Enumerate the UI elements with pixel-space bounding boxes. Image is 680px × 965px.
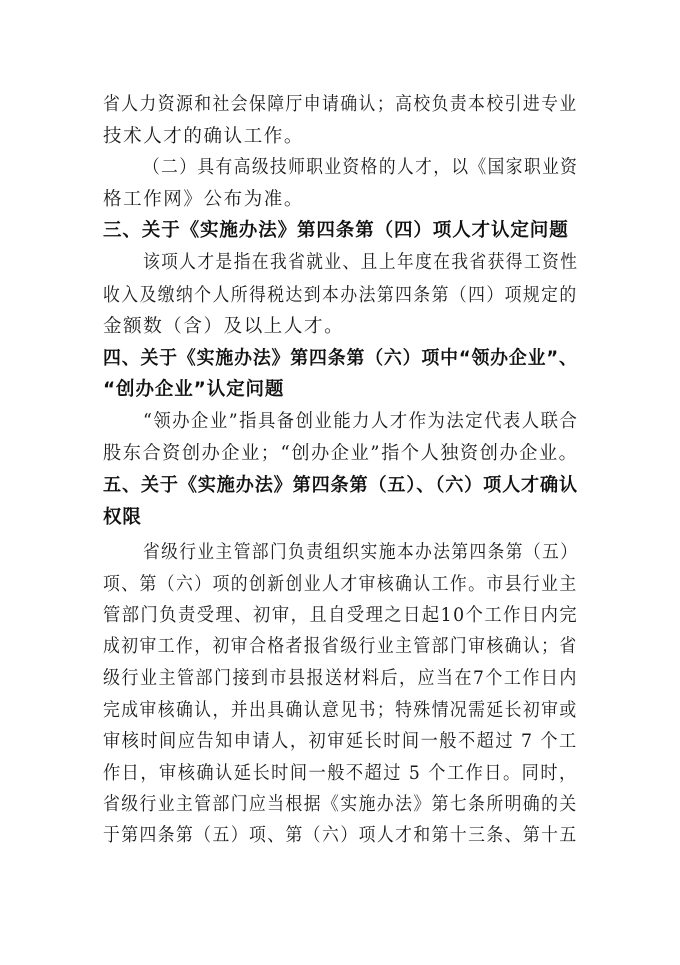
paragraph-line: 级行业主管部门接到市县报送材料后，应当在7个工作日内 xyxy=(103,668,578,689)
paragraph-line: 省人力资源和社会保障厅申请确认；高校负责本校引进专业 xyxy=(103,94,578,115)
paragraph-line: 省级行业主管部门负责组织实施本办法第四条第（五） xyxy=(143,542,579,563)
paragraph-line: “领办企业”指具备创业能力人才作为法定代表人联合 xyxy=(143,411,579,432)
paragraph-line: 管部门负责受理、初审，且自受理之日起10个工作日内完 xyxy=(103,605,579,626)
paragraph-line: 于第四条第（五）项、第（六）项人才和第十三条、第十五 xyxy=(103,825,578,846)
paragraph-line: 收入及缴纳个人所得税达到本办法第四条第（四）项规定的 xyxy=(103,285,578,306)
section-heading: 权限 xyxy=(103,507,142,528)
paragraph-line: 作日，审核确认延长时间一般不超过 5 个工作日。同时， xyxy=(103,763,578,784)
paragraph-line: 格工作网》公布为准。 xyxy=(103,189,305,210)
paragraph-line: 审核时间应告知申请人，初审延长时间一般不超过 7 个工 xyxy=(103,731,578,752)
paragraph-line: 技术人才的确认工作。 xyxy=(103,126,305,147)
paragraph-line: 完成审核确认，并出具确认意见书；特殊情况需延长初审或 xyxy=(103,700,578,721)
paragraph-line: 股东合资创办企业；“创办企业”指个人独资创办企业。 xyxy=(103,443,579,464)
section-heading: 三、关于《实施办法》第四条第（四）项人才认定问题 xyxy=(103,220,569,241)
paragraph-line: 成初审工作，初审合格者报省级行业主管部门审核确认；省 xyxy=(103,636,578,657)
paragraph-line: 项、第（六）项的创新创业人才审核确认工作。市县行业主 xyxy=(103,574,578,595)
section-heading: 四、关于《实施办法》第四条第（六）项中“领办企业”、 xyxy=(103,348,578,369)
paragraph-line: 该项人才是指在我省就业、且上年度在我省获得工资性 xyxy=(143,252,579,273)
paragraph-line: 金额数（含）及以上人才。 xyxy=(103,316,345,337)
section-heading: 五、关于《实施办法》第四条第（五）、（六）项人才确认 xyxy=(103,475,578,496)
paragraph-line: 省级行业主管部门应当根据《实施办法》第七条所明确的关 xyxy=(103,794,578,815)
paragraph-line: （二）具有高级技师职业资格的人才，以《国家职业资 xyxy=(143,157,579,178)
section-heading: “创办企业”认定问题 xyxy=(103,379,285,400)
